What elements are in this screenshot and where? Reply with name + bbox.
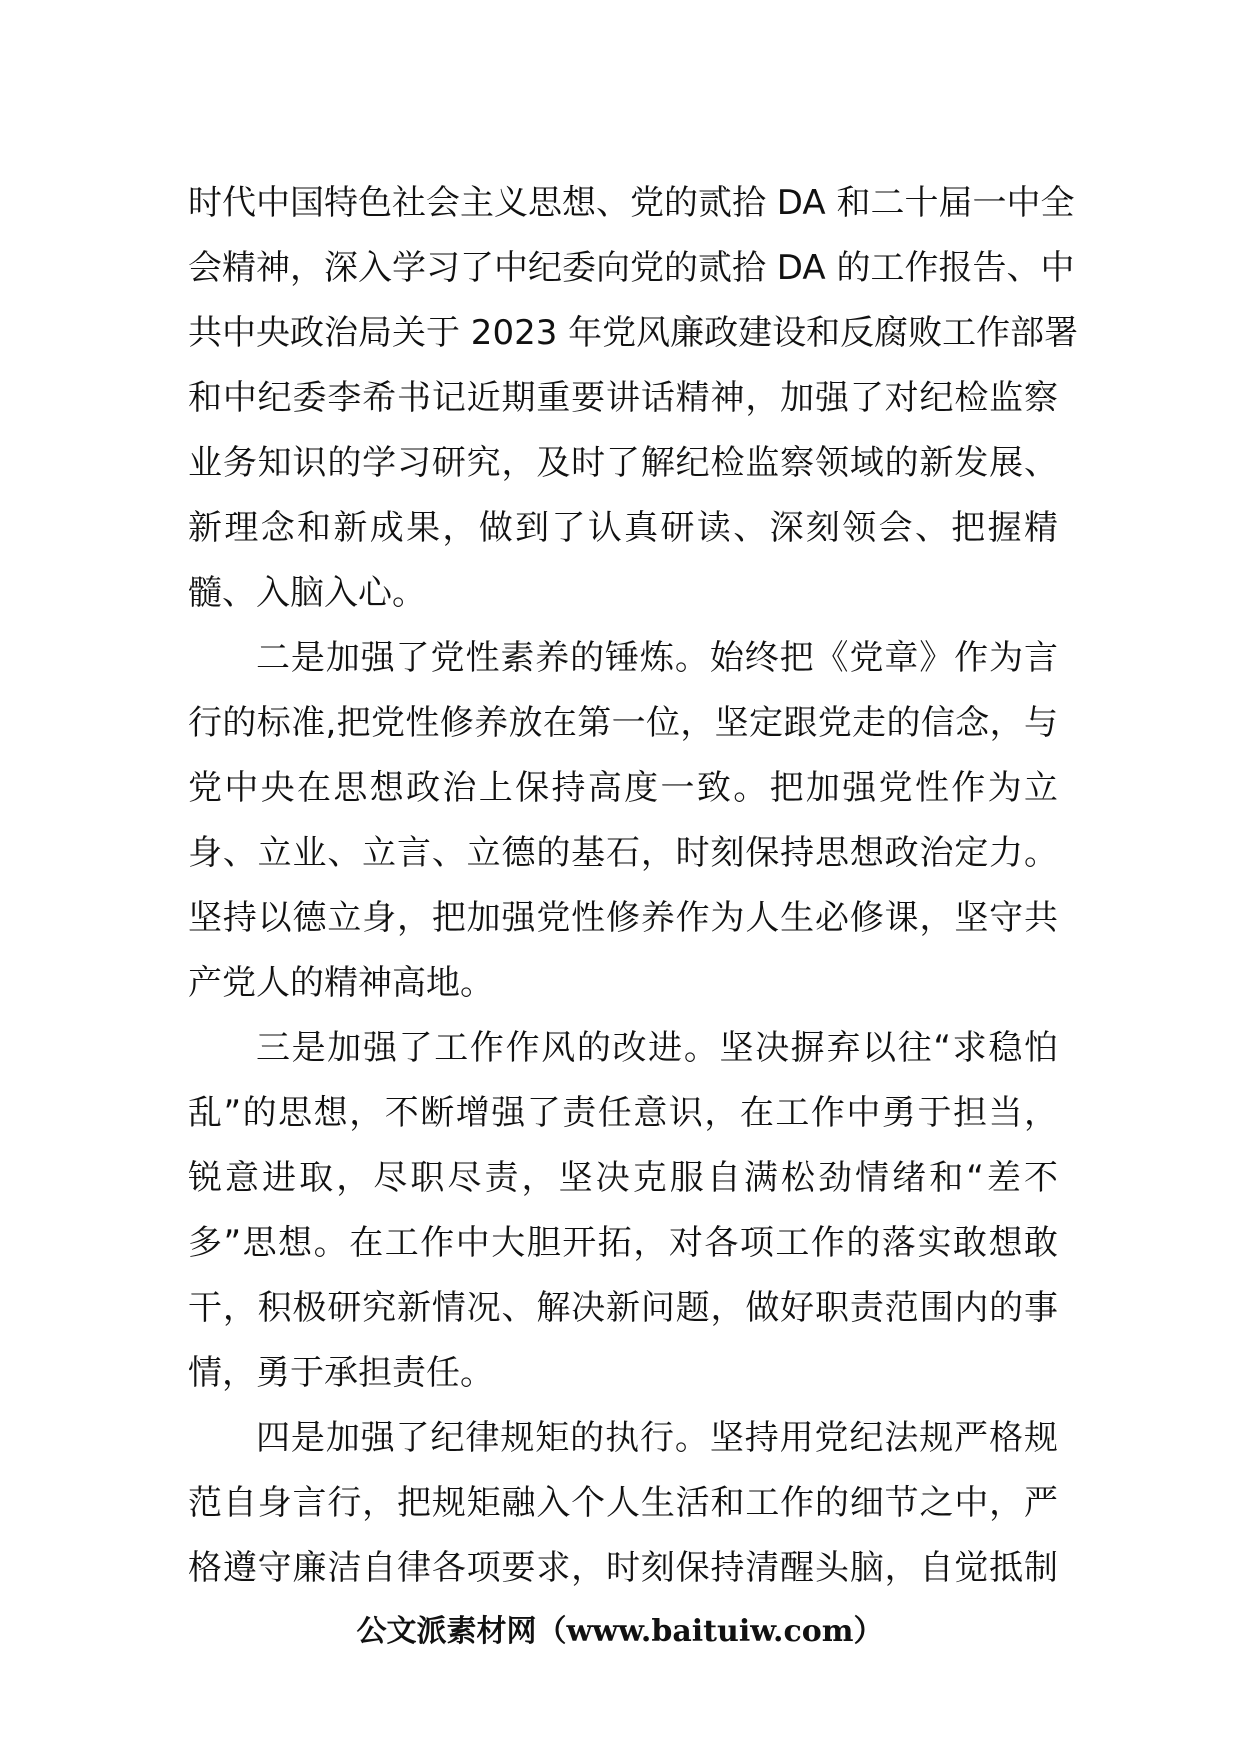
text-line: 四是加强了纪律规矩的执行。坚持用党纪法规严格规 bbox=[256, 1418, 1058, 1458]
text-line: 锐意进取，尽职尽责，坚决克服自满松劲情绪和“差不 bbox=[188, 1158, 1058, 1198]
text-line: 业务知识的学习研究，及时了解纪检监察领域的新发展、 bbox=[188, 443, 1058, 483]
text-line: 时代中国特色社会主义思想、党的贰拾 DA 和二十届一中全 bbox=[188, 183, 1075, 223]
text-line: 情，勇于承担责任。 bbox=[188, 1353, 494, 1393]
paragraph bbox=[188, 626, 1058, 1016]
text-line: 范自身言行，把规矩融入个人生活和工作的细节之中，严 bbox=[188, 1483, 1058, 1523]
text-line: 髓、入脑入心。 bbox=[188, 573, 426, 613]
document-body bbox=[188, 171, 1079, 1601]
text-line: 行的标准,把党性修养放在第一位，坚定跟党走的信念，与 bbox=[188, 703, 1058, 743]
text-line: 三是加强了工作作风的改进。坚决摒弃以往“求稳怕 bbox=[256, 1028, 1058, 1068]
text-line: 共中央政治局关于 2023 年党风廉政建设和反腐败工作部署 bbox=[188, 313, 1079, 353]
text-line: 乱”的思想，不断增强了责任意识，在工作中勇于担当， bbox=[188, 1093, 1058, 1133]
text-line: 产党人的精神高地。 bbox=[188, 963, 494, 1003]
text-line: 多”思想。在工作中大胆开拓，对各项工作的落实敢想敢 bbox=[188, 1223, 1058, 1263]
text-line: 干，积极研究新情况、解决新问题，做好职责范围内的事 bbox=[188, 1288, 1058, 1328]
text-line: 身、立业、立言、立德的基石，时刻保持思想政治定力。 bbox=[188, 833, 1058, 873]
footer-watermark: 公文派素材网（www.baituiw.com） bbox=[356, 1614, 884, 1649]
text-line: 格遵守廉洁自律各项要求，时刻保持清醒头脑，自觉抵制 bbox=[188, 1548, 1058, 1588]
paragraph bbox=[188, 1406, 1058, 1601]
text-line: 新理念和新成果，做到了认真研读、深刻领会、把握精 bbox=[188, 508, 1058, 548]
text-line: 和中纪委李希书记近期重要讲话精神，加强了对纪检监察 bbox=[188, 378, 1058, 418]
text-line: 会精神，深入学习了中纪委向党的贰拾 DA 的工作报告、中 bbox=[188, 248, 1075, 288]
text-line: 二是加强了党性素养的锤炼。始终把《党章》作为言 bbox=[256, 638, 1058, 678]
text-line: 党中央在思想政治上保持高度一致。把加强党性作为立 bbox=[188, 768, 1058, 808]
paragraph bbox=[188, 1016, 1058, 1406]
paragraph bbox=[188, 171, 1079, 626]
text-line: 坚持以德立身，把加强党性修养作为人生必修课，坚守共 bbox=[188, 898, 1058, 938]
